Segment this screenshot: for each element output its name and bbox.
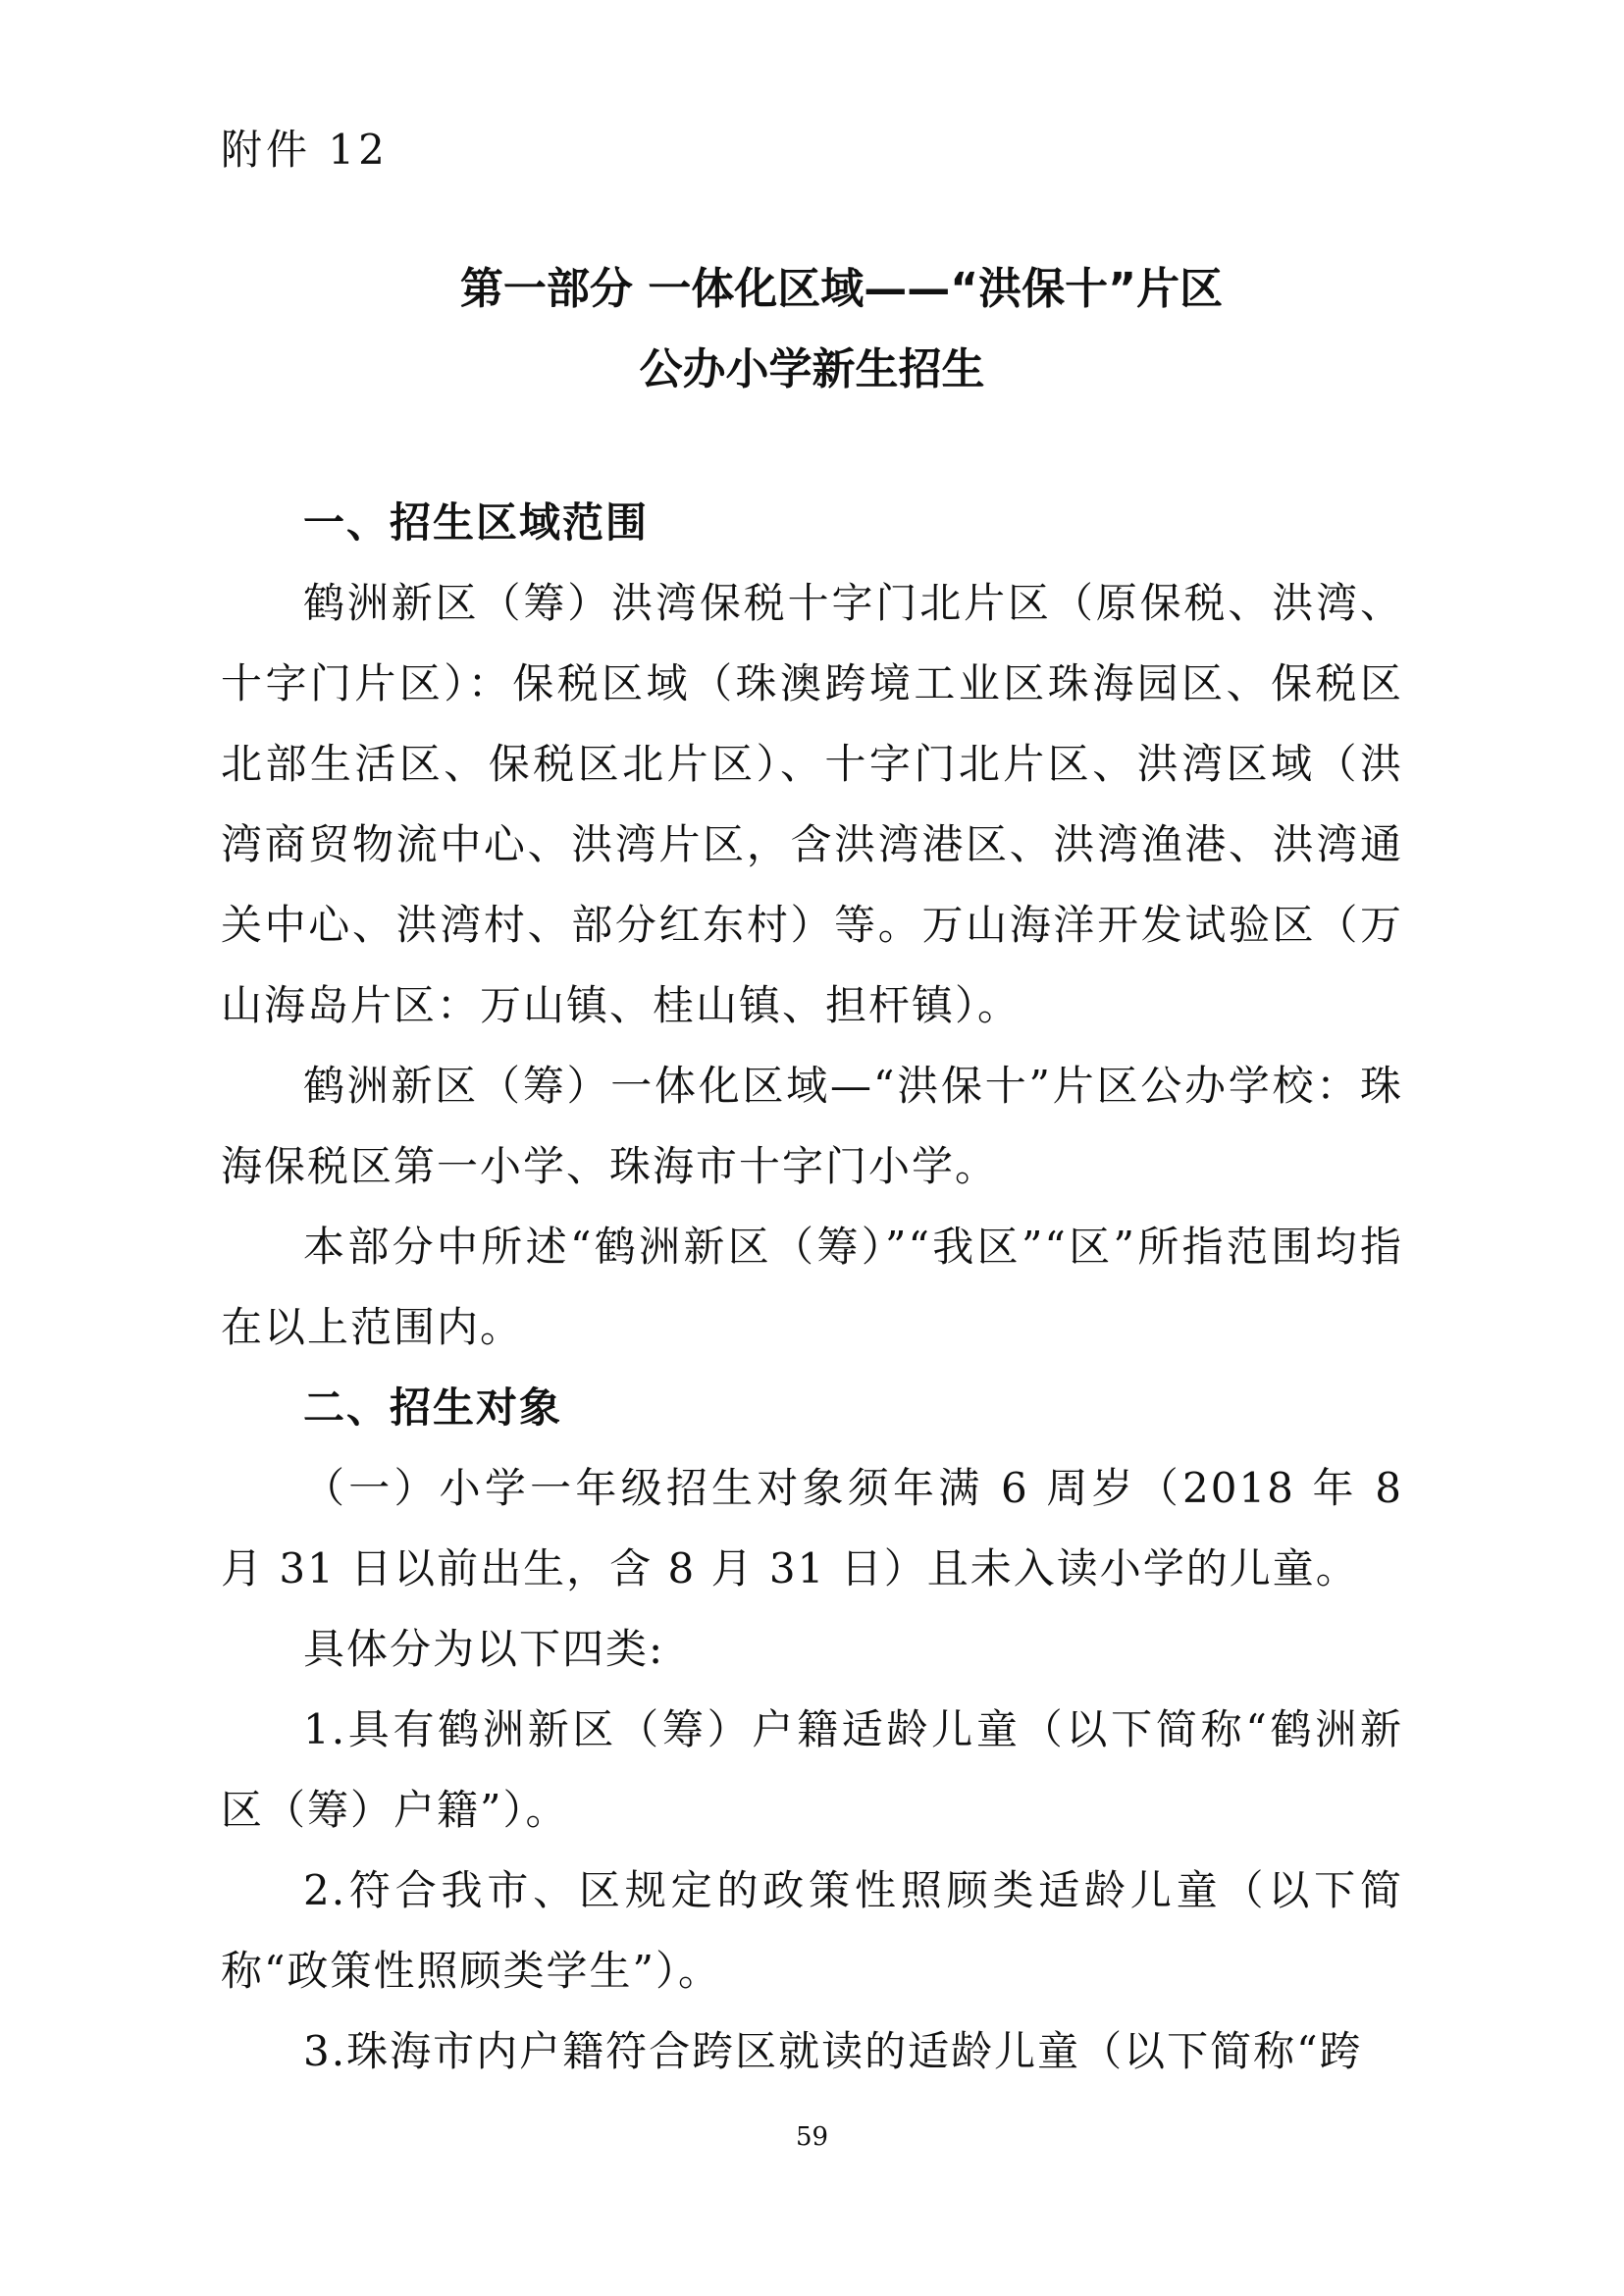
paragraph-target-age: （一）小学一年级招生对象须年满 6 周岁（2018 年 8 月 31 日以前出生，含 8 月 31 日）且未入读小学的儿童。 xyxy=(221,1464,1403,1592)
page-number: 59 xyxy=(795,2122,829,2152)
paragraph-area-schools: 鹤洲新区（筹）一体化区域—“洪保十”片区公办学校：珠海保税区第一小学、珠海市十字门小学。 xyxy=(221,1062,1403,1190)
section-heading-enrollment-area: 一、招生区域范围 xyxy=(303,498,650,547)
paragraph-area-scope: 鹤洲新区（筹）洪湾保税十字门北片区（原保税、洪湾、十字门片区）：保税区域（珠澳跨境工业区珠海园区、保税区北部生活区、保税区北片区）、十字门北片区、洪湾区域（洪湾商贸物流中心、洪湾片区，含洪湾港区、洪湾渔港、洪湾通关中心、洪湾村、部分红东村）等。万山海洋开发试验区（万山海岛片区：万山镇、桂山镇、担杆镇）。 xyxy=(221,579,1403,1029)
document-body xyxy=(221,483,1403,2092)
paragraph-category-1: 1.具有鹤洲新区（筹）户籍适龄儿童（以下简称“鹤洲新区（筹）户籍”）。 xyxy=(221,1705,1403,1834)
paragraph-category-3: 3.珠海市内户籍符合跨区就读的适龄儿童（以下简称“跨 xyxy=(303,2027,1363,2075)
paragraph-category-2: 2.符合我市、区规定的政策性照顾类适龄儿童（以下简称“政策性照顾类学生”）。 xyxy=(221,1866,1403,1995)
attachment-label: 附件 12 xyxy=(221,126,389,174)
paragraph-target-categories-intro: 具体分为以下四类: xyxy=(303,1625,665,1673)
document-title-line-1: 第一部分 一体化区域——“洪保十”片区 xyxy=(459,264,1224,314)
paragraph-area-definition: 本部分中所述“鹤洲新区（筹）”“我区”“区”所指范围均指在以上范围内。 xyxy=(221,1223,1403,1351)
document-title-line-2: 公办小学新生招生 xyxy=(639,344,985,394)
section-heading-enrollment-targets: 二、招生对象 xyxy=(303,1383,563,1432)
